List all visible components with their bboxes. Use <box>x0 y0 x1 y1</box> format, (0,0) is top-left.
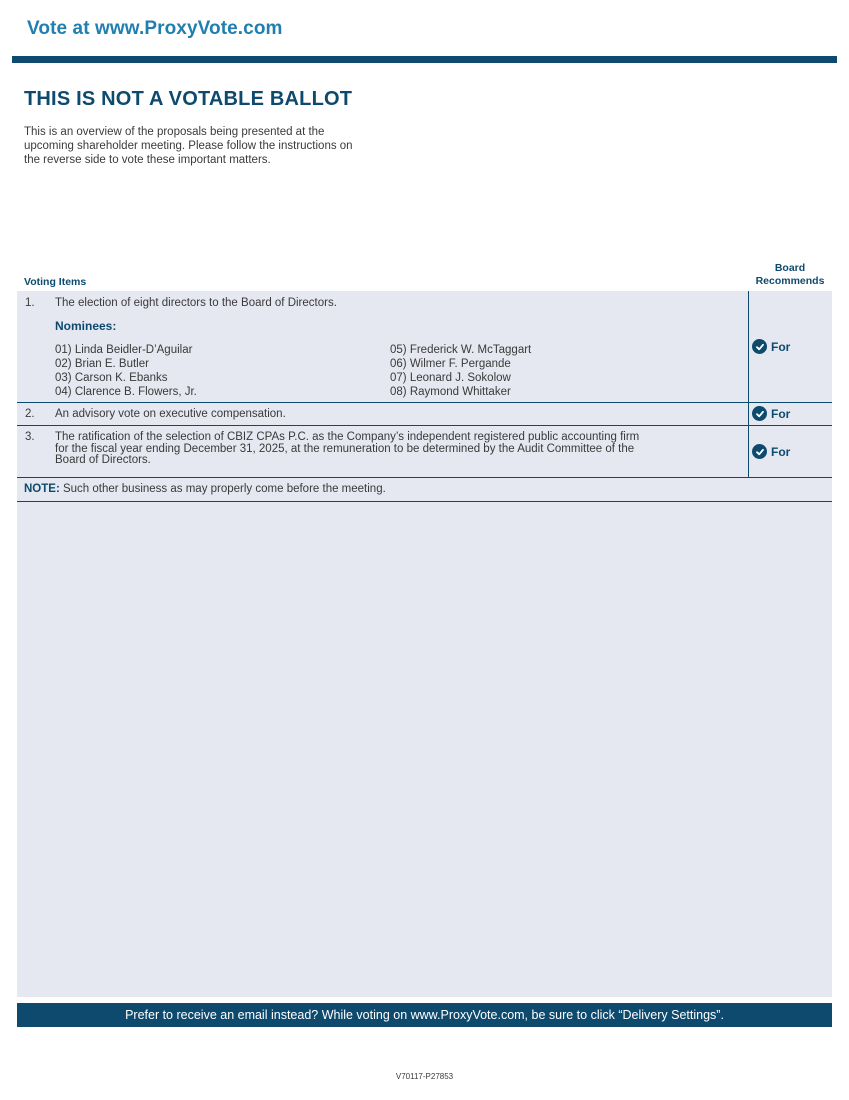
nominee: 02) Brian E. Butler <box>55 358 149 370</box>
check-circle-icon <box>752 339 767 354</box>
intro-line: This is an overview of the proposals being presented at the <box>24 126 325 138</box>
intro-text <box>24 125 424 167</box>
item-text <box>55 432 639 467</box>
check-circle-icon <box>752 444 767 459</box>
item-number: 3. <box>25 431 35 443</box>
nominee: 05) Frederick W. McTaggart <box>390 344 532 356</box>
nominee: 04) Clarence B. Flowers, Jr. <box>55 386 197 398</box>
recommendation-label: For <box>771 406 791 421</box>
nominee: 07) Leonard J. Sokolow <box>390 372 511 384</box>
voting-item-3 <box>17 426 832 478</box>
note-label: NOTE: <box>24 483 60 495</box>
item-number: 2. <box>25 408 35 420</box>
nominee: 06) Wilmer F. Pergande <box>390 358 511 370</box>
header-line: Board <box>774 262 806 274</box>
header-line: Recommends <box>755 275 825 287</box>
nominees-list-right <box>390 343 531 399</box>
item-text-line: The ratification of the selection of CBIZ CPAs P.C. as the Company’s independent registered public accounting firm <box>55 431 640 443</box>
intro-line: the reverse side to vote these important matters. <box>24 154 271 166</box>
nominees-label: Nominees: <box>55 319 117 333</box>
nominee: 01) Linda Beidler-D’Aguilar <box>55 344 193 356</box>
page-title: THIS IS NOT A VOTABLE BALLOT <box>24 88 353 110</box>
nominees-list-left <box>55 343 197 399</box>
recommendation-for <box>752 406 832 421</box>
header-rule <box>12 56 837 63</box>
note-body: Such other business as may properly come before the meeting. <box>59 483 386 495</box>
document-code: V70117-P27853 <box>395 1072 454 1081</box>
item-text-line: Board of Directors. <box>55 454 151 466</box>
note-row <box>17 478 832 502</box>
board-recommends-header <box>748 262 832 288</box>
voting-item-2 <box>17 403 832 426</box>
nominee: 03) Carson K. Ebanks <box>55 372 168 384</box>
proxyvote-header-link[interactable]: Vote at www.ProxyVote.com <box>27 18 283 39</box>
intro-line: upcoming shareholder meeting. Please follow the instructions on <box>24 140 353 152</box>
recommends-column-divider <box>748 291 749 478</box>
voting-items-header: Voting Items <box>24 276 87 288</box>
nominee: 08) Raymond Whittaker <box>390 386 511 398</box>
recommendation-label: For <box>771 339 791 354</box>
item-number: 1. <box>25 297 35 309</box>
item-text: The election of eight directors to the Board of Directors. <box>55 297 337 309</box>
recommendation-for <box>752 339 832 354</box>
check-circle-icon <box>752 406 767 421</box>
item-text-line: for the fiscal year ending December 31, 2025, at the remuneration to be determined by the Audit Committee of the <box>55 442 635 455</box>
item-text: An advisory vote on executive compensation. <box>55 408 286 420</box>
recommendation-for <box>752 444 832 459</box>
note-text <box>24 483 386 495</box>
email-delivery-banner: Prefer to receive an email instead? While voting on www.ProxyVote.com, be sure to click “Delivery Settings”. <box>17 1003 832 1027</box>
recommendation-label: For <box>771 444 791 459</box>
voting-item-1 <box>17 291 832 403</box>
